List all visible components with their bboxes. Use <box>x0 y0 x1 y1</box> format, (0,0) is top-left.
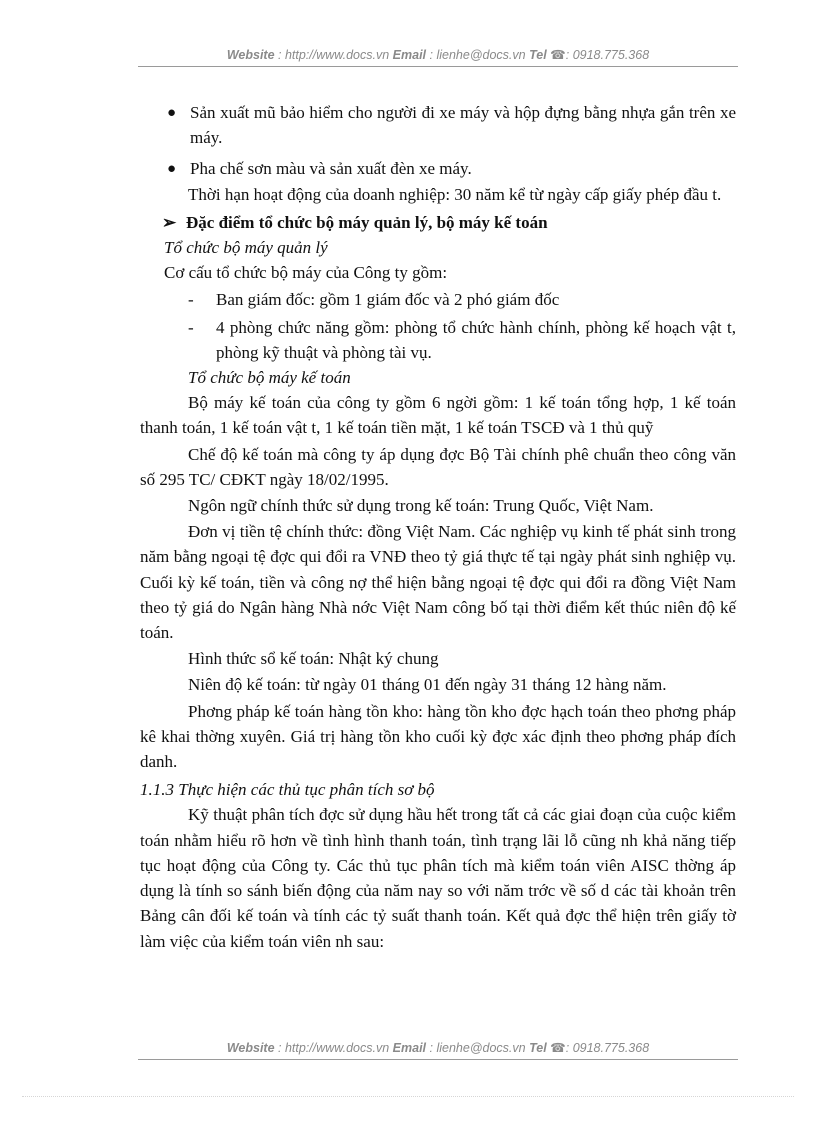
bullet-text: Pha chế sơn màu và sản xuất đèn xe máy. <box>190 159 472 179</box>
footer-website-label: Website <box>226 1041 275 1055</box>
page-footer <box>138 1039 738 1057</box>
phone-icon: ☎ <box>550 48 566 62</box>
paragraph-analysis: Kỹ thuật phân tích đợc sử dụng hầu hết trong tất cả các giai đoạn của cuộc kiểm toán nhằm hiểu rõ hơn về tình hình thanh toán, tình trạng lãi lỗ cũng nh khả năng tiếp tục hoạt động của Công ty. Các thủ tục phân tích mà kiểm toán viên AISC thờng áp dụng là tính so sánh biến động của năm nay so với năm trớc về số d các tài khoản trên Bảng cân đối kế toán và tính các tỷ suất thanh toán. Kết quả đợc thể hiện trên giấy tờ làm việc của kiểm toán viên nh sau: <box>140 805 736 951</box>
header-tel-label: Tel <box>529 48 547 62</box>
bullet-icon: ● <box>167 161 177 178</box>
header-website-url[interactable]: : http://www.docs.vn <box>278 48 390 62</box>
arrow-bullet-icon: ➢ <box>162 212 177 232</box>
header-email-label: Email <box>392 48 427 62</box>
dash-text: Ban giám đốc: gồm 1 giám đốc và 2 phó giám đốc <box>216 290 560 310</box>
heading-org <box>140 210 736 235</box>
footer-rule <box>138 1059 738 1060</box>
header-email-value[interactable]: : lienhe@docs.vn <box>429 48 526 62</box>
section-title: 1.1.3 Thực hiện các thủ tục phân tích sơ bộ <box>140 780 435 800</box>
dash-text: 4 phòng chức năng gồm: phòng tổ chức hành chính, phòng kế hoạch vật t, phòng kỹ thuật và phòng tài vụ. <box>216 317 736 362</box>
header-rule <box>138 66 738 67</box>
footer-email-label: Email <box>392 1041 427 1055</box>
footer-tel-label: Tel <box>529 1041 547 1055</box>
paragraph-duration: Thời hạn hoạt động của doanh nghiệp: 30 năm kể từ ngày cấp giấy phép đầu t. <box>188 184 722 204</box>
document-body <box>140 98 736 954</box>
subheading-accounting: Tổ chức bộ máy kế toán <box>188 368 351 388</box>
bullet-icon: ● <box>167 105 177 121</box>
dash-item <box>140 315 736 365</box>
header-website-label: Website <box>226 48 275 62</box>
footer-tel-value: : 0918.775.368 <box>565 1041 650 1055</box>
bullet-text: Sản xuất mũ bảo hiểm cho người đi xe máy và hộp đựng bằng nhựa gắn trên xe máy. <box>190 103 736 148</box>
page-boundary <box>22 1096 794 1097</box>
bullet-item <box>140 100 736 150</box>
paragraph-inventory: Phơng pháp kế toán hàng tồn kho: hàng tồn kho đợc hạch toán theo phơng pháp kê khai thờng xuyên. Giá trị hàng tồn kho cuối kỳ đợc xác định theo phơng pháp đích danh. <box>140 701 736 772</box>
page-header <box>138 46 738 64</box>
paragraph-acct-staff: Bộ máy kế toán của công ty gồm 6 ngời gồm: 1 kế toán tổng hợp, 1 kế toán thanh toán, 1 kế toán vật t, 1 kế toán tiền mặt, 1 kế toán TSCĐ và 1 thủ quỹ <box>140 393 736 438</box>
header-tel-value: : 0918.775.368 <box>565 48 650 62</box>
paragraph-books: Hình thức sổ kế toán: Nhật ký chung <box>188 649 439 669</box>
footer-website-url[interactable]: : http://www.docs.vn <box>278 1041 390 1055</box>
paragraph-language: Ngôn ngữ chính thức sử dụng trong kế toán: Trung Quốc, Việt Nam. <box>188 496 654 516</box>
dash-marker: - <box>188 317 194 337</box>
paragraph-currency: Đơn vị tiền tệ chính thức: đồng Việt Nam. Các nghiệp vụ kinh tế phát sinh trong năm bằng ngoại tệ đợc qui đổi ra VNĐ theo tỷ giá thực tế tại ngày phát sinh nghiệp vụ. Cuối kỳ kế toán, tiền và công nợ thể hiện bằng ngoại tệ đợc qui đổi ra đồng Việt Nam theo tỷ giá do Ngân hàng Nhà nớc Việt Nam công bố tại thời điểm kết thúc niên độ kế toán. <box>140 522 736 643</box>
paragraph-regime: Chế độ kế toán mà công ty áp dụng đợc Bộ Tài chính phê chuẩn theo công văn số 295 TC/ CĐKT ngày 18/02/1995. <box>140 444 736 489</box>
footer-email-value[interactable]: : lienhe@docs.vn <box>429 1041 526 1055</box>
dash-item <box>140 287 736 312</box>
phone-icon: ☎ <box>550 1041 566 1055</box>
heading-org-text: Đặc điểm tổ chức bộ máy quản lý, bộ máy kế toán <box>186 212 548 232</box>
paragraph-structure: Cơ cấu tổ chức bộ máy của Công ty gồm: <box>164 263 448 283</box>
subheading-management: Tổ chức bộ máy quản lý <box>164 238 328 258</box>
paragraph-year: Niên độ kế toán: từ ngày 01 tháng 01 đến ngày 31 tháng 12 hàng năm. <box>188 675 667 695</box>
dash-marker: - <box>188 290 194 310</box>
bullet-item <box>140 156 736 181</box>
